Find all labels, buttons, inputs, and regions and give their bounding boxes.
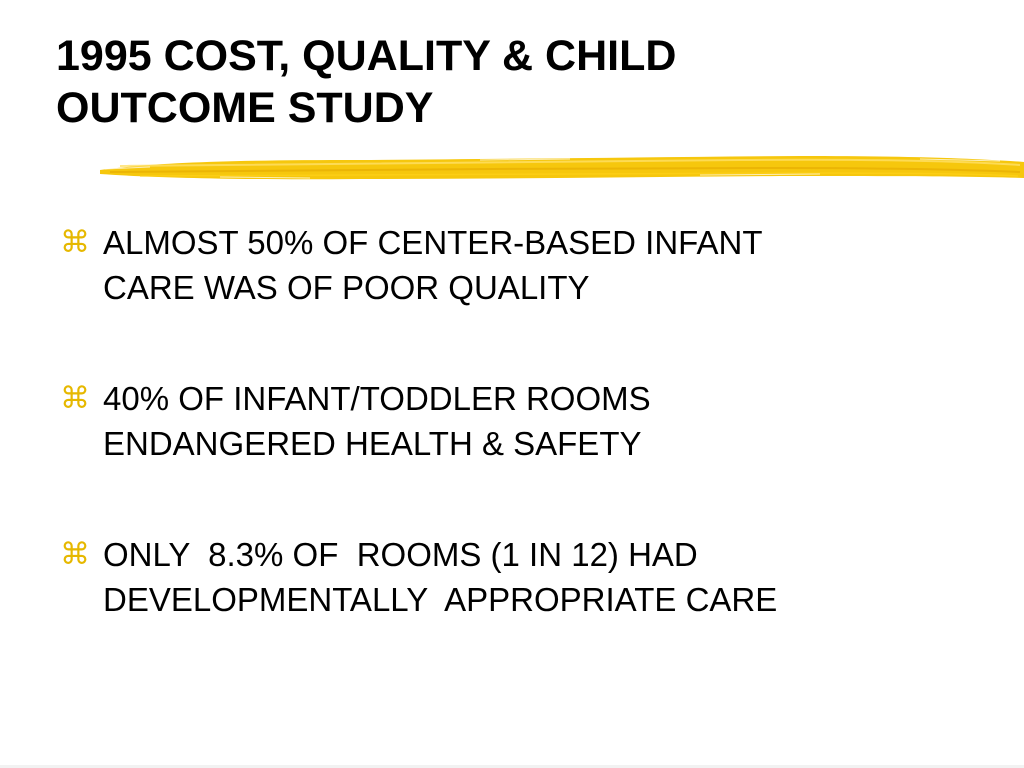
bullet-item (60, 220, 1000, 310)
command-key-icon: ⌘ (60, 381, 90, 416)
slide-title (56, 30, 976, 134)
bullet-line: 40% OF INFANT/TODDLER ROOMS (103, 380, 651, 417)
bullet-line: ALMOST 50% OF CENTER-BASED INFANT (103, 224, 763, 261)
title-line: 1995 COST, QUALITY & CHILD (56, 32, 677, 80)
bullet-item (60, 532, 1000, 622)
bullet-line: ENDANGERED HEALTH & SAFETY (103, 425, 642, 462)
bullet-list (60, 220, 1000, 688)
command-key-icon: ⌘ (60, 537, 90, 572)
bullet-item (60, 376, 1000, 466)
title-line: OUTCOME STUDY (56, 84, 434, 132)
bullet-line: ONLY 8.3% OF ROOMS (1 IN 12) HAD (103, 536, 698, 573)
bullet-line: CARE WAS OF POOR QUALITY (103, 269, 590, 306)
bullet-line: DEVELOPMENTALLY APPROPRIATE CARE (103, 581, 778, 618)
yellow-brush-stroke (100, 148, 1024, 190)
command-key-icon: ⌘ (60, 225, 90, 260)
